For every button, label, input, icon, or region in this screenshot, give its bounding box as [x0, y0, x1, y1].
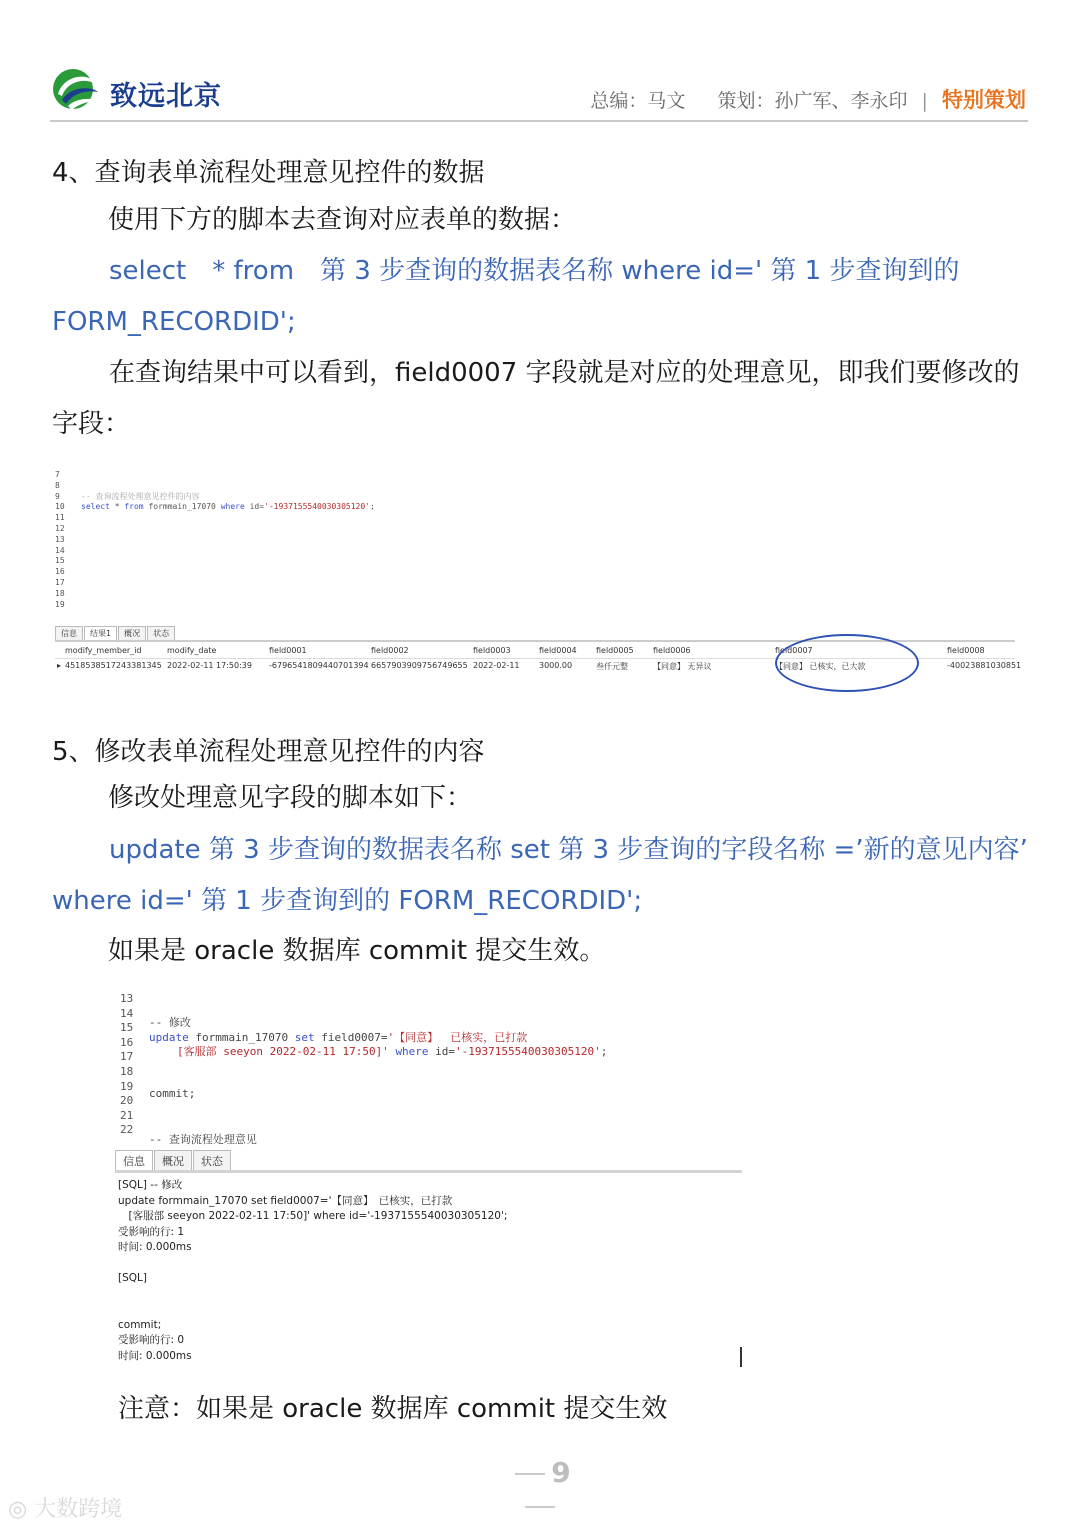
section4-heading: 4、查询表单流程处理意见控件的数据	[52, 158, 485, 188]
section5-heading: 5、修改表单流程处理意见控件的内容	[52, 737, 485, 767]
table-cell[interactable]: 叁仟元整	[596, 662, 628, 671]
watermark-icon: ◎	[8, 1497, 28, 1522]
sql-comment: -- 查询流程处理意见控件的内容	[81, 492, 200, 501]
sql-select-line: select * from formmain_17070 where id='-1937155540030305120';	[81, 502, 375, 511]
table-cell[interactable]: -40023881030851	[947, 661, 1022, 670]
column-header[interactable]: field0003	[473, 646, 511, 655]
table-cell[interactable]: -6796541809440701394	[269, 661, 369, 670]
log-line: [SQL]	[118, 1272, 147, 1284]
log-line	[118, 1302, 507, 1318]
log-line: 时间: 0.000ms	[118, 1241, 192, 1253]
header-divider: |	[921, 90, 928, 112]
section5-sql: update 第 3 步查询的数据表名称 set 第 3 步查询的字段名称 =’新的意见内容’ where id=' 第 1 步查询到的 FORM_RECORDID';	[52, 835, 1028, 916]
column-header[interactable]: modify_date	[167, 646, 217, 655]
result-tabs	[55, 626, 176, 640]
editor-credit: 总编：马文	[590, 90, 686, 112]
header-divider-line	[50, 120, 1028, 122]
log-line: 受影响的行: 0	[118, 1334, 185, 1346]
tab-status[interactable]: 状态	[193, 1150, 231, 1170]
sql-commit-line: commit;	[149, 1087, 196, 1100]
message-tabs	[115, 1150, 232, 1170]
query-result-screenshot	[55, 470, 1022, 692]
table-cell[interactable]: 2022-02-11 17:50:39	[167, 661, 252, 670]
line-numbers: 7 8 9 10 11 12 13 14 15 16 17 18 19	[55, 470, 65, 609]
sql-comment: -- 查询流程处理意见	[149, 1133, 257, 1146]
log-line: [客服部 seeyon 2022-02-11 17:50]' where id='-1937155540030305120';	[118, 1210, 508, 1222]
tab-overview[interactable]: 概况	[118, 626, 146, 640]
sql-update-line-2: [客服部 seeyon 2022-02-11 17:50]' where id='-1937155540030305120';	[177, 1045, 608, 1058]
tab-result1[interactable]: 结果1	[84, 626, 117, 640]
header-info	[590, 84, 1026, 114]
line-numbers: 13 14 15 16 17 18 19 20 21 22	[120, 992, 134, 1137]
message-log	[118, 1178, 507, 1364]
table-cell[interactable]: 3000.00	[539, 661, 573, 670]
log-line: 时间: 0.000ms	[118, 1349, 192, 1362]
table-cell[interactable]: 【同意】 无异议	[653, 662, 712, 671]
highlight-oval	[775, 634, 919, 692]
table-cell[interactable]: 4518538517243381345	[65, 661, 162, 670]
column-header[interactable]: field0006	[653, 646, 691, 655]
watermark: ◎ 大数跨境	[8, 1497, 123, 1522]
tab-status[interactable]: 状态	[147, 626, 175, 640]
log-line: commit;	[118, 1318, 162, 1331]
closing-note: 注意：如果是 oracle 数据库 commit 提交生效	[118, 1394, 668, 1424]
column-header[interactable]: field0007	[775, 646, 813, 655]
table-cell[interactable]: 【同意】 已核实，已大款	[775, 662, 866, 671]
log-line: 受影响的行: 1	[118, 1225, 185, 1238]
log-line	[118, 1256, 507, 1272]
special-label: 特别策划	[942, 88, 1026, 112]
tab-overview[interactable]: 概况	[154, 1150, 192, 1170]
section4-sql: select * from 第 3 步查询的数据表名称 where id=' 第 1 步查询到的FORM_RECORDID';	[52, 256, 960, 337]
column-header[interactable]: field0008	[947, 646, 985, 655]
tab-bar-line	[115, 1170, 742, 1173]
planner-credit: 策划：孙广军、李永印	[717, 90, 908, 112]
sql-comment: -- 修改	[149, 1016, 191, 1029]
update-screenshot	[115, 992, 743, 1370]
section4-intro: 使用下方的脚本去查询对应表单的数据：	[108, 205, 577, 235]
section5-intro: 修改处理意见字段的脚本如下：	[108, 783, 473, 813]
logo-icon	[50, 66, 102, 112]
page-number: 9	[492, 1456, 588, 1522]
text-cursor	[740, 1347, 742, 1367]
column-header[interactable]: field0002	[371, 646, 409, 655]
table-cell[interactable]: 6657903909756749655	[371, 661, 468, 670]
column-header[interactable]: field0005	[596, 646, 634, 655]
tab-info[interactable]: 信息	[115, 1150, 153, 1170]
column-header[interactable]: field0001	[269, 646, 307, 655]
row-pointer-icon: ▸	[57, 661, 62, 670]
column-header[interactable]: modify_member_id	[65, 646, 142, 655]
tab-info[interactable]: 信息	[55, 626, 83, 640]
sql-update-line: update formmain_17070 set field0007='【同意】 已核实，已打款	[149, 1031, 528, 1044]
section4-note: 在查询结果中可以看到，field0007 字段就是对应的处理意见，即我们要修改的字段：	[52, 358, 1020, 439]
log-line: [SQL] -- 修改	[118, 1179, 183, 1191]
column-header[interactable]: field0004	[539, 646, 577, 655]
log-line: update formmain_17070 set field0007='【同意】 已核实，已打款	[118, 1194, 453, 1207]
table-cell[interactable]: 2022-02-11	[473, 661, 520, 670]
logo-text: 致远北京	[110, 81, 222, 112]
log-line	[118, 1287, 507, 1303]
section5-note: 如果是 oracle 数据库 commit 提交生效。	[108, 936, 606, 966]
